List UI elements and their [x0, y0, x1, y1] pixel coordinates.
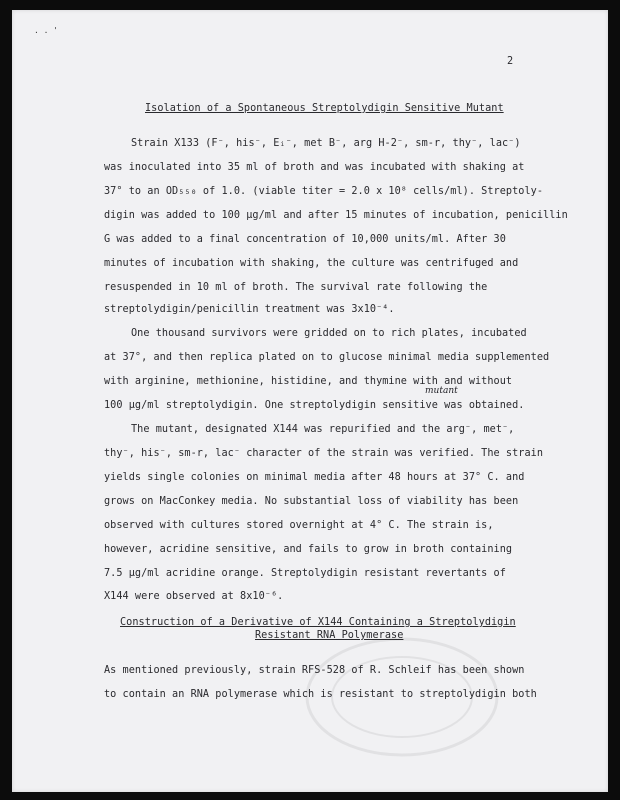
text-line: with arginine, methionine, histidine, and thymine with and without: [104, 376, 513, 387]
text-line: yields single colonies on minimal media after 48 hours at 37° C. and: [104, 472, 525, 483]
text-line: As mentioned previously, strain RFS-528 of R. Schleif has been shown: [104, 665, 525, 676]
text-line: Strain X133 (F⁻, his⁻, Eᵢ⁻, met B⁻, arg H-2⁻, sm-r, thy⁻, lac⁻): [131, 138, 521, 149]
page-number: 2: [507, 56, 514, 67]
text-line: X144 were observed at 8x10⁻⁶.: [104, 591, 284, 602]
heading-1: Isolation of a Spontaneous Streptolydigin Sensitive Mutant: [145, 103, 504, 114]
text-line: was inoculated into 35 ml of broth and was incubated with shaking at: [104, 162, 525, 173]
text-line: One thousand survivors were gridded on to rich plates, incubated: [131, 328, 527, 339]
text-line: 37° to an OD₅₅₀ of 1.0. (viable titer = 2.0 x 10⁸ cells/ml). Streptoly-: [104, 186, 544, 197]
text-line: grows on MacConkey media. No substantial loss of viability has been: [104, 496, 519, 507]
text-line: minutes of incubation with shaking, the culture was centrifuged and: [104, 258, 519, 269]
document-page: [12, 10, 608, 792]
corner-marks: . . ': [34, 26, 59, 35]
text-line: at 37°, and then replica plated on to glucose minimal media supplemented: [104, 352, 550, 363]
text-line: digin was added to 100 µg/ml and after 15 minutes of incubation, penicillin: [104, 210, 568, 221]
heading-2-line-1: Construction of a Derivative of X144 Containing a Streptolydigin: [120, 617, 516, 628]
text-line: thy⁻, his⁻, sm-r, lac⁻ character of the strain was verified. The strain: [104, 448, 544, 459]
heading-2-line-2: Resistant RNA Polymerase: [255, 630, 404, 641]
text-line: streptolydigin/penicillin treatment was 3x10⁻⁴.: [104, 304, 395, 315]
text-line: resuspended in 10 ml of broth. The survival rate following the: [104, 282, 488, 293]
text-line: G was added to a final concentration of 10,000 units/ml. After 30: [104, 234, 506, 245]
text-line: to contain an RNA polymerase which is resistant to streptolydigin both: [104, 689, 537, 700]
text-line: 100 µg/ml streptolydigin. One streptolydigin sensitive was obtained.: [104, 400, 525, 411]
handwritten-insert: mutant: [425, 386, 458, 396]
text-line: The mutant, designated X144 was repurified and the arg⁻, met⁻,: [131, 424, 515, 435]
text-line: observed with cultures stored overnight at 4° C. The strain is,: [104, 520, 494, 531]
text-line: 7.5 µg/ml acridine orange. Streptolydigin resistant revertants of: [104, 568, 506, 579]
text-line: however, acridine sensitive, and fails to grow in broth containing: [104, 544, 513, 555]
